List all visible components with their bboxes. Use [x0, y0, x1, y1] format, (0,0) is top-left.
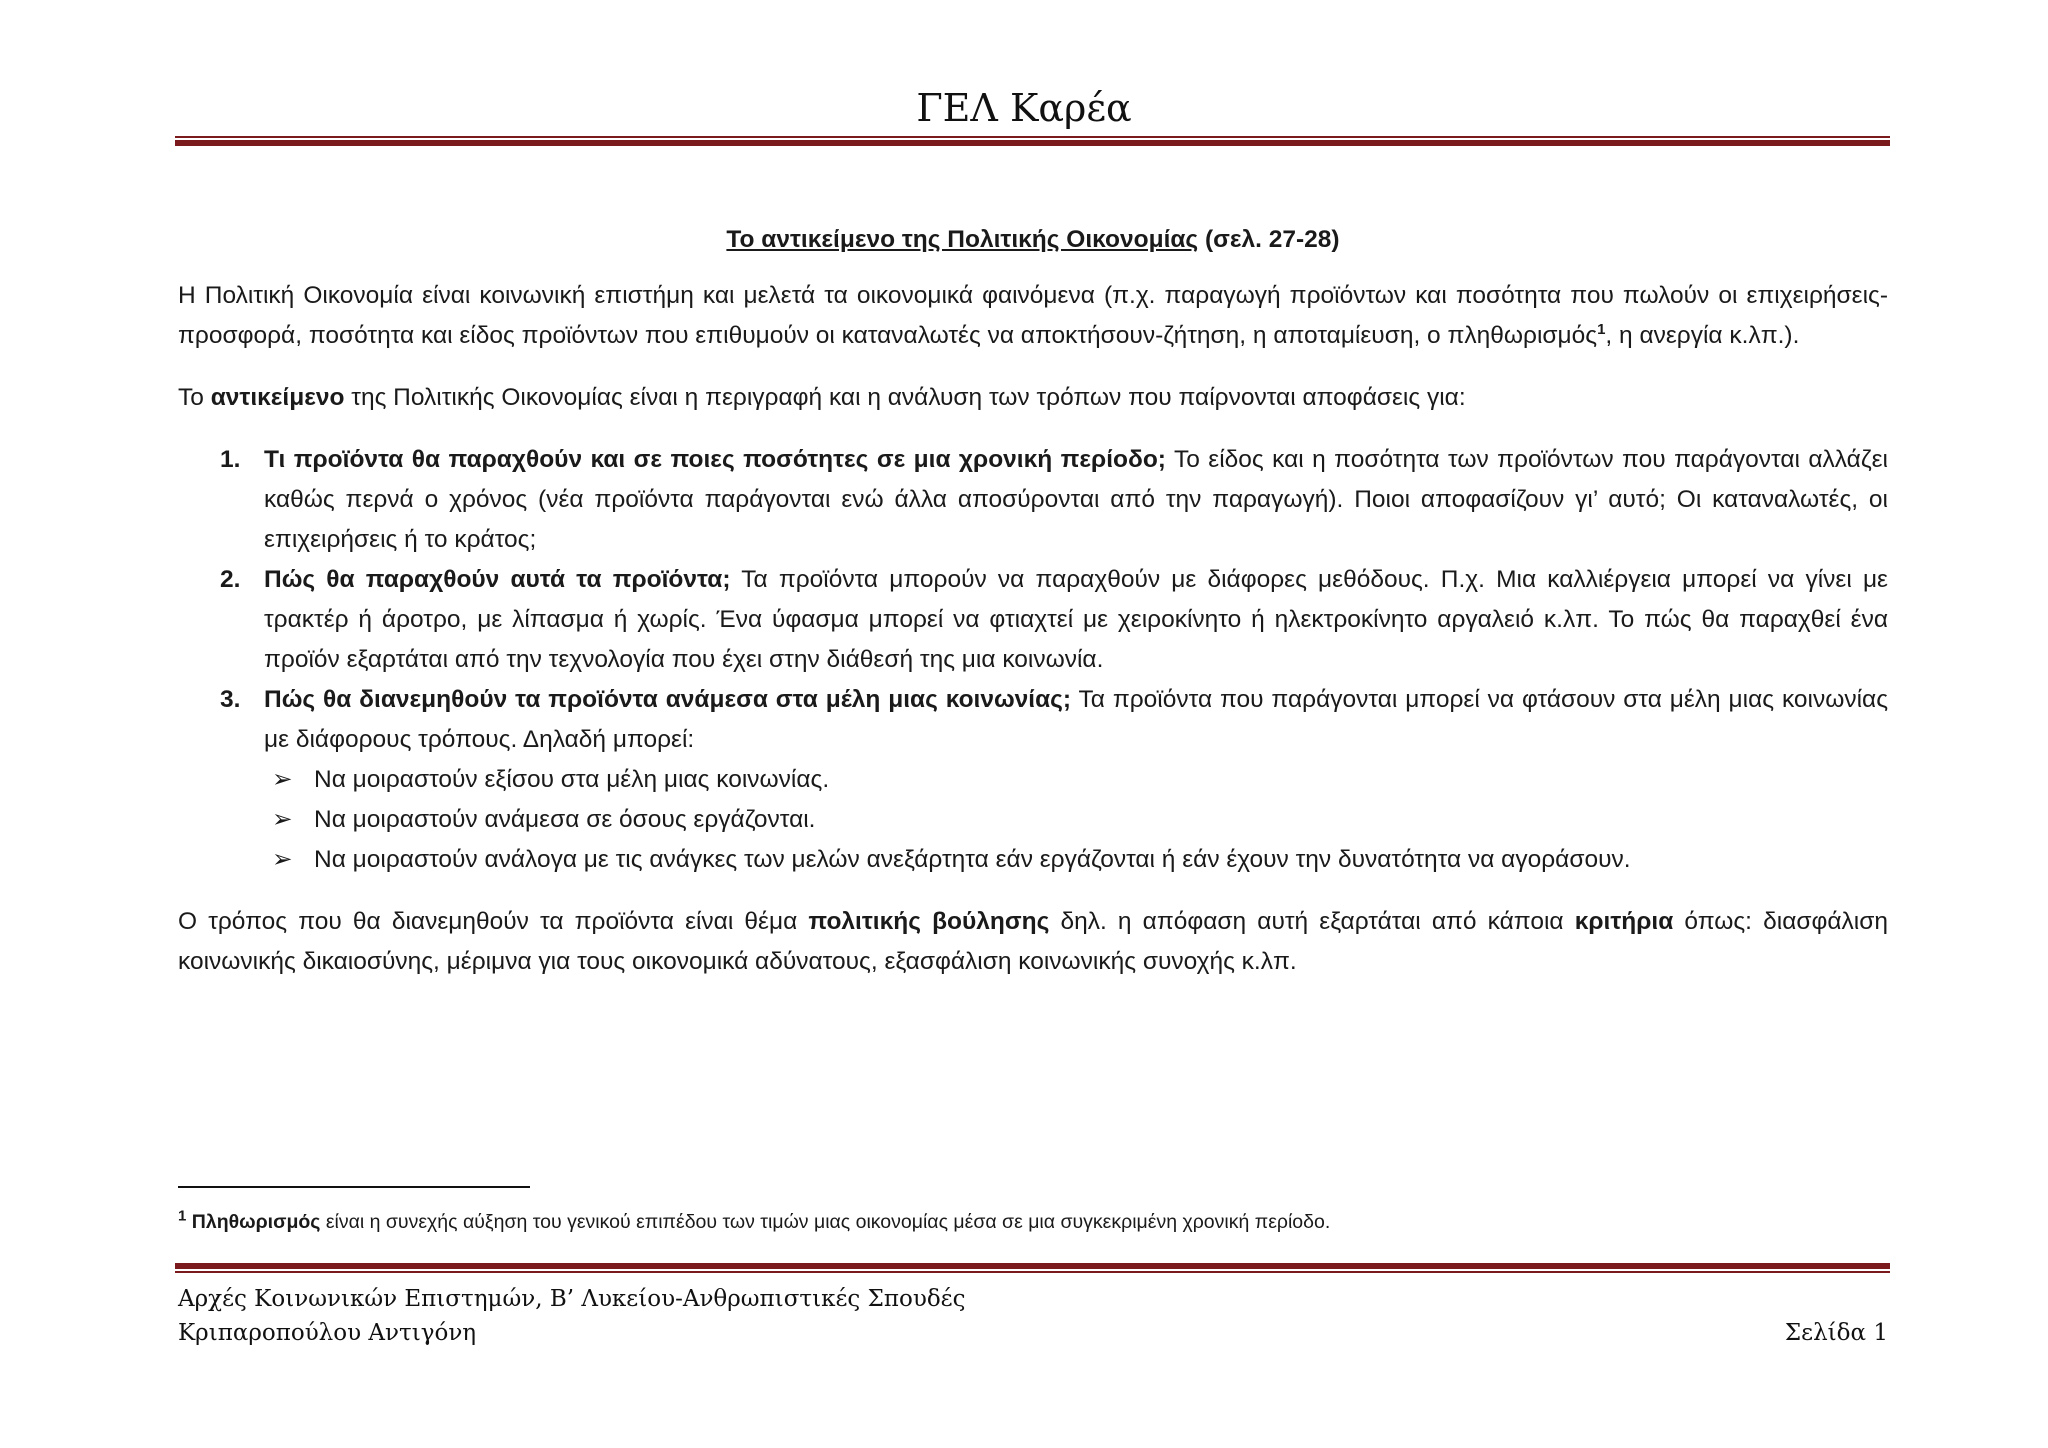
list-item: [220, 440, 1889, 560]
paragraph-distribution-a: Ο τρόπος που θα διανεμηθούν τα προϊόντα είναι θέμα: [178, 908, 809, 935]
bullet-text: Να μοιραστούν εξίσου στα μέλη μιας κοινωνίας.: [314, 766, 830, 793]
paragraph-object-bold: αντικείμενο: [210, 384, 345, 411]
footnote-number: 1: [178, 1207, 187, 1225]
page-footer: [178, 1282, 1888, 1350]
paragraph-definition-tail: , η ανεργία κ.λπ.).: [1605, 322, 1800, 349]
header-title: ΓΕΛ Καρέα: [916, 86, 1132, 130]
list-item-number: 2.: [220, 566, 241, 593]
paragraph-definition: [178, 276, 1888, 356]
footnote-term: Πληθωρισμός: [191, 1211, 321, 1233]
section-heading: [178, 220, 1888, 260]
paragraph-object-pre: Το: [178, 384, 211, 411]
bullet-item: [272, 760, 1888, 800]
paragraph-distribution-bold-2: κριτήρια: [1574, 908, 1674, 935]
footer-author: Κριπαροπούλου Αντιγόνη: [178, 1320, 477, 1346]
header-rule: [175, 136, 1890, 146]
heading-pages: (σελ. 27-28): [1204, 226, 1340, 253]
distribution-options-list: [264, 760, 1888, 880]
paragraph-distribution-bold-1: πολιτικής βούλησης: [808, 908, 1050, 935]
footer-rule: [175, 1263, 1890, 1273]
paragraph-distribution-c: δηλ. η απόφαση αυτή εξαρτάται από κάποια: [1049, 908, 1575, 935]
footnote-separator: [178, 1186, 530, 1188]
footnote: [178, 1208, 1888, 1236]
list-item: [220, 560, 1888, 680]
heading-title: Το αντικείμενο της Πολιτικής Οικονομίας: [726, 226, 1199, 253]
list-item-question: Τι προϊόντα θα παραχθούν και σε ποιες ποσότητες σε μια χρονική περίοδο;: [264, 446, 1166, 473]
list-item-text: Τα προϊόντα μπορούν να παραχθούν με διάφορες μεθόδους. Π.χ. Μια καλλιέργεια μπορεί να γίνει με τρακτέρ ή άροτρο, με λίπασμα ή χωρίς. Ένα ύφασμα μπορεί να φτιαχτεί με χειροκίνητο ή ηλεκτροκίνητο αργαλειό κ.λπ. Το πώς θα παραχθεί ένα προϊόν εξαρτάται από την τεχνολογία που έχει στην διάθεσή της μια κοινωνία.: [264, 566, 1888, 673]
bullet-item: [272, 800, 1888, 840]
arrow-bullet-icon: ➢: [272, 766, 293, 793]
list-item-text: Το είδος και η ποσότητα των προϊόντων που παράγονται αλλάζει καθώς περνά ο χρόνος (νέα προϊόντα παράγονται ενώ άλλα αποσύρονται από την παραγωγή). Ποιοι αποφασίζουν γι’ αυτό; Οι καταναλωτές, οι επιχειρήσεις ή το κράτος;: [264, 446, 1889, 553]
footnote-text: είναι η συνεχής αύξηση του γενικού επιπέδου των τιμών μιας οικονομίας μέσα σε μια συγκεκριμένη χρονική περίοδο.: [320, 1211, 1331, 1233]
bullet-text: Να μοιραστούν ανάλογα με τις ανάγκες των μελών ανεξάρτητα εάν εργάζονται ή εάν έχουν την δυνατότητα να αγοράσουν.: [314, 846, 1631, 873]
paragraph-distribution-e: όπως: διασφάλιση κοινωνικής δικαιοσύνης, μέριμνα για τους οικονομικά αδύνατους, εξασφάλιση κοινωνικής συνοχής κ.λπ.: [178, 908, 1888, 975]
list-item-question: Πώς θα παραχθούν αυτά τα προϊόντα;: [264, 566, 731, 593]
list-item-number: 3.: [220, 686, 241, 713]
paragraph-object: [178, 378, 1888, 418]
bullet-item: [272, 840, 1888, 880]
bullet-text: Να μοιραστούν ανάμεσα σε όσους εργάζονται.: [314, 806, 816, 833]
paragraph-definition-text: Η Πολιτική Οικονομία είναι κοινωνική επιστήμη και μελετά τα οικονομικά φαινόμενα (π.χ. παραγωγή προϊόντων και ποσότητα που πωλούν οι επιχειρήσεις-προσφορά, ποσότητα και είδος προϊόντων που επιθυμούν οι καταναλωτές να αποκτήσουν-ζήτηση, η αποταμίευση, ο πληθωρισμός: [178, 282, 1888, 349]
list-item-question: Πώς θα διανεμηθούν τα προϊόντα ανάμεσα στα μέλη μιας κοινωνίας;: [264, 686, 1072, 713]
list-item-number: 1.: [220, 446, 241, 473]
page-number: Σελίδα 1: [1784, 1320, 1888, 1346]
footer-course: Αρχές Κοινωνικών Επιστημών, Β’ Λυκείου-Ανθρωπιστικές Σπουδές: [178, 1286, 966, 1312]
paragraph-object-post: της Πολιτικής Οικονομίας είναι η περιγραφή και η ανάλυση των τρόπων που παίρνονται αποφάσεις για:: [344, 384, 1466, 411]
main-content: [178, 220, 1888, 1004]
arrow-bullet-icon: ➢: [272, 806, 293, 833]
list-item-text: Τα προϊόντα που παράγονται μπορεί να φτάσουν στα μέλη μιας κοινωνίας με διάφορους τρόπους. Δηλαδή μπορεί:: [264, 686, 1889, 753]
list-item: [220, 680, 1889, 880]
footnote-ref: 1: [1597, 320, 1606, 338]
paragraph-distribution: [178, 902, 1888, 982]
arrow-bullet-icon: ➢: [272, 846, 293, 873]
questions-list: [178, 440, 1888, 880]
